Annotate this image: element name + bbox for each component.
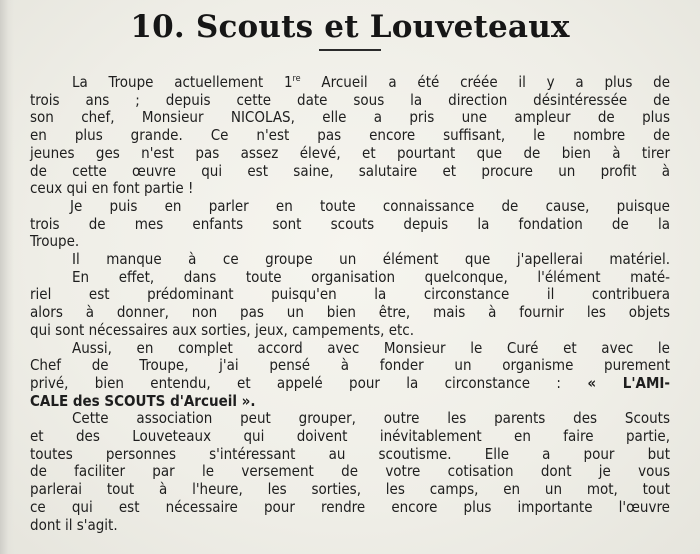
association-name-part: « L'AMI- — [587, 373, 670, 392]
association-name-part: CALE des SCOUTS d'Arcueil ». — [30, 391, 256, 410]
text-line: Chef de Troupe, j'ai pensé à fonder un organisme purement — [30, 356, 670, 375]
text-line: son chef, Monsieur NICOLAS, elle a pris une ampleur de plus — [30, 108, 670, 127]
text-line: jeunes ges n'est pas assez élevé, et pourtant que de bien à tirer — [30, 143, 670, 162]
text-line: et des Louveteaux qui doivent inévitablement en faire partie, — [30, 427, 670, 446]
text-line: trois ans ; depuis cette date sous la direction désintéressée de — [30, 90, 670, 109]
text-line: qui sont nécessaires aux sorties, jeux, campements, etc. — [30, 320, 415, 339]
text-line: alors à donner, non pas un bien être, mais à fournir les objets — [30, 303, 670, 322]
text-line: de cette œuvre qui est saine, salutaire et procure un profit à — [30, 161, 670, 180]
text-line: Je puis en parler en toute connaissance de cause, puisque — [70, 196, 670, 215]
article-body — [30, 74, 670, 534]
text-line: parlerai tout à l'heure, les sorties, les camps, en un mot, tout — [30, 480, 670, 499]
text-line: La Troupe actuellement 1re Arcueil a été créée il y a plus de — [72, 73, 670, 91]
title-underline — [319, 49, 381, 51]
section-title: 10. Scouts et Louveteaux — [130, 9, 570, 45]
text-line: Troupe. — [30, 232, 80, 251]
text-line: en plus grande. Ce n'est pas encore suffisant, le nombre de — [30, 126, 670, 145]
text-line: toutes personnes s'intéressant au scoutisme. Elle a pour but — [30, 444, 670, 463]
text-line: En effet, dans toute organisation quelconque, l'élément maté- — [72, 267, 670, 286]
text-line: trois de mes enfants sont scouts depuis la fondation de la — [30, 214, 670, 233]
page-edge-shadow — [0, 0, 14, 554]
text-line: riel est prédominant puisqu'en la circonstance il contribuera — [30, 285, 670, 304]
text-line: Il manque à ce groupe un élément que j'apellerai matériel. — [72, 250, 670, 269]
superscript: re — [292, 74, 301, 84]
text-line: Aussi, en complet accord avec Monsieur le Curé et avec le — [72, 338, 670, 357]
text-line: ceux qui en font partie ! — [30, 179, 194, 198]
text-line: Cette association peut grouper, outre les parents des Scouts — [72, 409, 670, 428]
text-line: de faciliter par le versement de votre cotisation dont je vous — [30, 462, 670, 481]
text-line: dont il s'agit. — [30, 515, 118, 534]
text-line: privé, bien entendu, et appelé pour la circonstance : « L'AMI- — [30, 373, 670, 392]
text-line: ce qui est nécessaire pour rendre encore plus importante l'œuvre — [30, 497, 670, 516]
